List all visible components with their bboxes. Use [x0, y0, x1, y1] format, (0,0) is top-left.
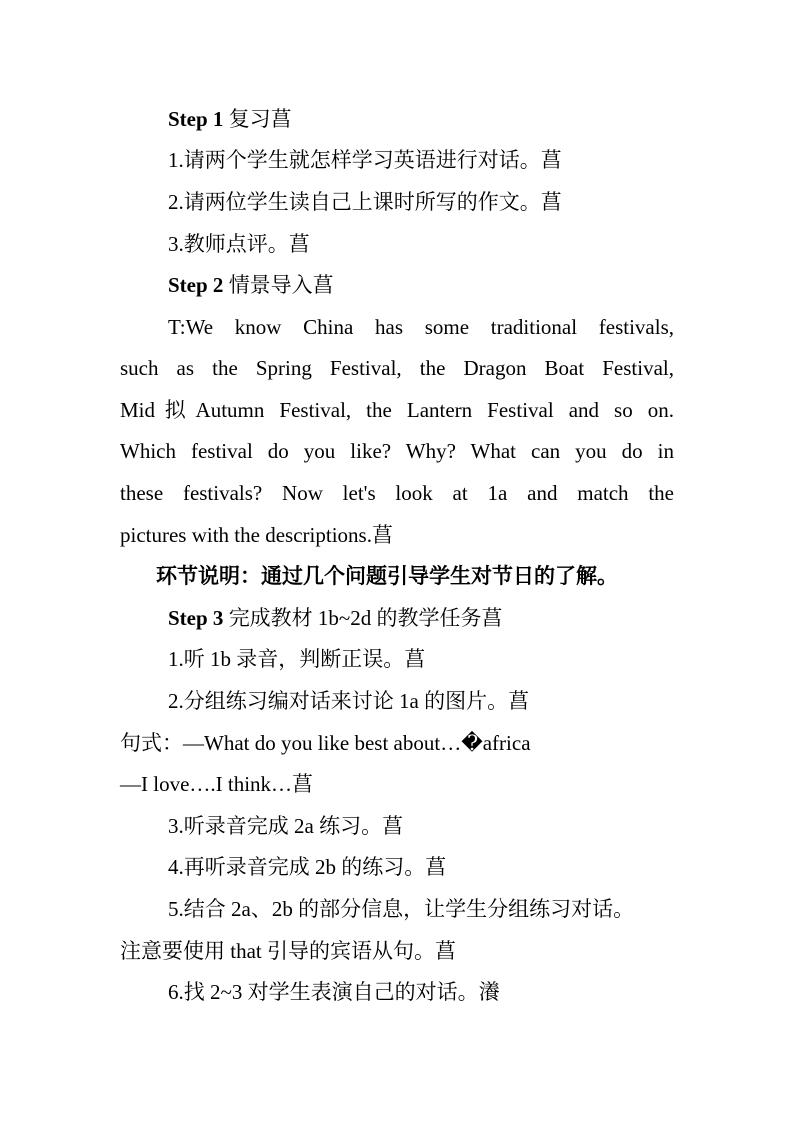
- step-3-item-2: 2.分组练习编对话来讨论 1a 的图片。菖: [168, 689, 530, 713]
- step-2-heading: [168, 271, 674, 299]
- dialogue-line-3: Mid拟Autumn Festival, the Lantern Festival and so on.: [120, 398, 674, 422]
- step-1-label: Step 1: [168, 107, 224, 131]
- sentence-pattern-1: 句式：—What do you like best about…�africa: [120, 731, 531, 755]
- step-1-item-2: 2.请两位学生读自己上课时所写的作文。菖: [168, 190, 562, 214]
- step-1-item-3: 3.教师点评。菖: [168, 232, 310, 256]
- step-1-title: 复习菖: [228, 107, 292, 131]
- step-3-heading: [168, 604, 674, 632]
- dialogue-line-6: pictures with the descriptions.菖: [120, 523, 393, 547]
- dialogue-line-1: T:We know China has some traditional festivals,: [168, 315, 674, 339]
- step-3-item-1: 1.听 1b 录音，判断正误。菖: [168, 647, 426, 671]
- step-3-label: Step 3: [168, 606, 224, 630]
- step-3-item-6: 6.找 2~3 对学生表演自己的对话。瀁: [168, 980, 500, 1004]
- step-3-item-5-continued: 注意要使用 that 引导的宾语从句。菖: [120, 939, 456, 963]
- step-1-heading: [168, 105, 674, 133]
- step-2-title: 情景导入菖: [228, 273, 334, 297]
- step-3-item-3: 3.听录音完成 2a 练习。菖: [168, 814, 404, 838]
- step-2-label: Step 2: [168, 273, 224, 297]
- dialogue-line-4: Which festival do you like? Why? What can you do in: [120, 439, 674, 463]
- dialogue-line-2: such as the Spring Festival, the Dragon Boat Festival,: [120, 356, 674, 380]
- step-3-item-4: 4.再听录音完成 2b 的练习。菖: [168, 855, 447, 879]
- dialogue-line-5: these festivals? Now let's look at 1a and match the: [120, 481, 674, 505]
- step-3-item-5: 5.结合 2a、2b 的部分信息，让学生分组练习对话。: [168, 897, 635, 921]
- step-1-item-1: 1.请两个学生就怎样学习英语进行对话。菖: [168, 148, 562, 172]
- step-3-title: 完成教材 1b~2d 的教学任务菖: [228, 606, 503, 630]
- section-note: 环节说明：通过几个问题引导学生对节日的了解。: [156, 564, 618, 588]
- sentence-pattern-2: —I love….I think…菖: [120, 772, 314, 796]
